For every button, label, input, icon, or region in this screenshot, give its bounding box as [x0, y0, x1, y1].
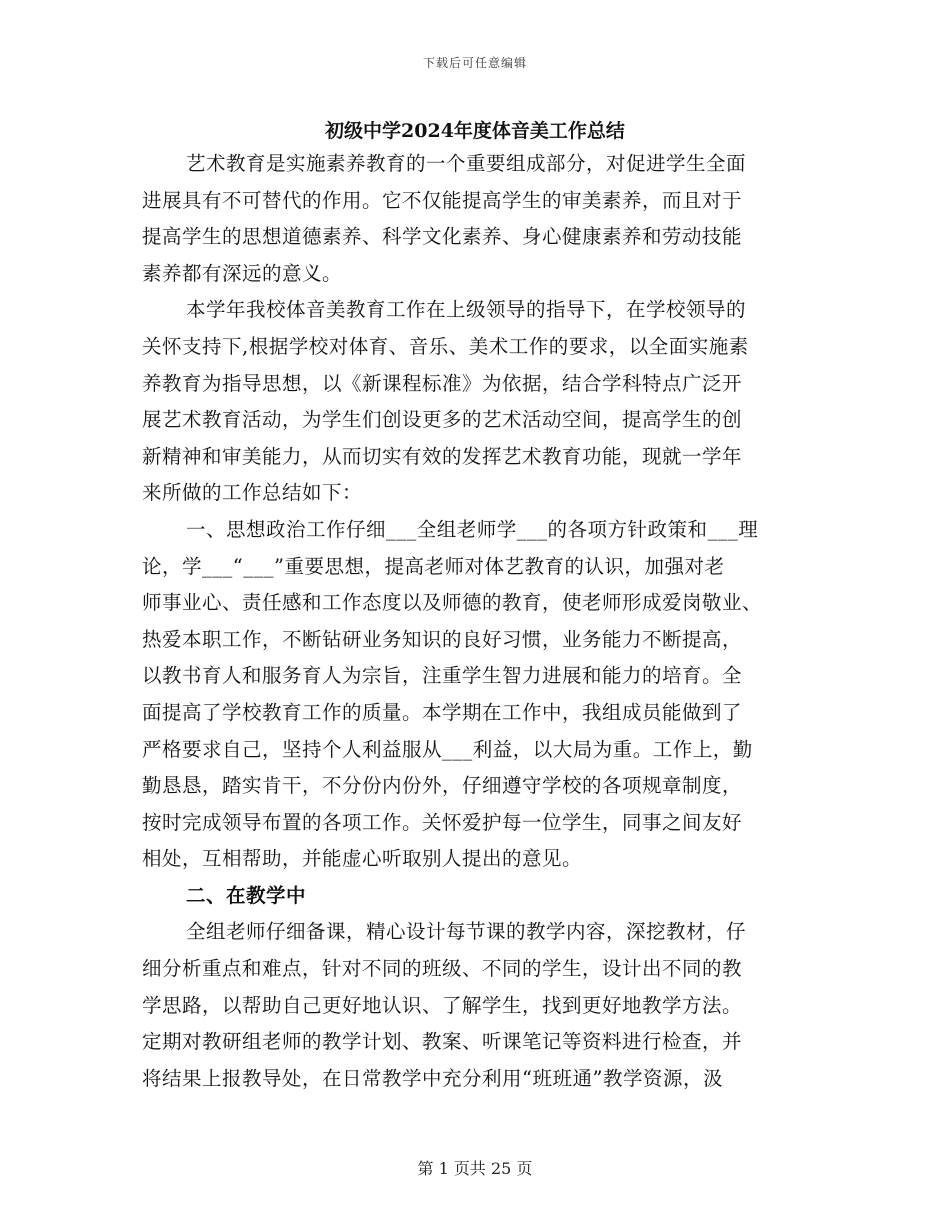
- body-text-line: 本学年我校体音美教育工作在上级领导的指导下，在学校领导的: [186, 298, 747, 322]
- body-text-line: 素养都有深远的意义。: [142, 261, 343, 285]
- document-body: [142, 146, 806, 1097]
- body-text-line: 定期对教研组老师的教学计划、教案、听课笔记等资料进行检查，并: [142, 1030, 743, 1054]
- body-text-line: 勤恳恳，踏实肯干，不分份内份外，仔细遵守学校的各项规章制度，: [142, 774, 743, 798]
- body-text-line: 面提高了学校教育工作的质量。本学期在工作中，我组成员能做到了: [142, 700, 743, 724]
- page-number-footer: 第 1 页共 25 页: [417, 1159, 533, 1178]
- body-text-line: 论，学___“___”重要思想，提高老师对体艺教育的认识，加强对老: [142, 554, 725, 578]
- body-text-line: 关怀支持下,根据学校对体育、音乐、美术工作的要求，以全面实施素: [142, 334, 749, 358]
- body-text-line: 学思路，以帮助自己更好地认识、了解学生，找到更好地教学方法。: [142, 993, 743, 1017]
- body-text-line: 新精神和审美能力，从而切实有效的发挥艺术教育功能，现就一学年: [142, 444, 743, 468]
- body-text-line: 严格要求自己，坚持个人利益服从___利益，以大局为重。工作上，勤: [142, 737, 753, 761]
- body-text-line: 师事业心、责任感和工作态度以及师德的教育，使老师形成爱岗敬业、: [142, 591, 763, 615]
- body-text-line: 艺术教育是实施素养教育的一个重要组成部分，对促进学生全面: [186, 152, 747, 175]
- body-text-line: 将结果上报教导处，在日常教学中充分利用“班班通”教学资源，汲: [142, 1066, 723, 1090]
- body-text-line: 来所做的工作总结如下：: [142, 481, 363, 505]
- page-header-note: 下载后可任意编辑: [422, 56, 527, 70]
- section-heading: 二、在教学中: [186, 883, 307, 907]
- body-text-line: 按时完成领导布置的各项工作。关怀爱护每一位学生，同事之间友好: [142, 810, 743, 834]
- body-text-line: 展艺术教育活动，为学生们创设更多的艺术活动空间，提高学生的创: [142, 408, 743, 432]
- body-text-line: 提高学生的思想道德素养、科学文化素养、身心健康素养和劳动技能: [142, 225, 743, 249]
- body-text-line: 进展具有不可替代的作用。它不仅能提高学生的审美素养，而且对于: [142, 188, 743, 212]
- body-text-line: 热爱本职工作，不断钻研业务知识的良好习惯，业务能力不断提高，: [142, 627, 743, 651]
- body-text-line: 细分析重点和难点，针对不同的班级、不同的学生，设计出不同的教: [142, 957, 743, 981]
- body-text-line: 全组老师仔细备课，精心设计每节课的教学内容，深挖教材，仔: [186, 920, 747, 944]
- document-title: 初级中学2024年度体音美工作总结: [325, 120, 625, 142]
- body-text-line: 相处，互相帮助，并能虚心听取别人提出的意见。: [142, 847, 583, 871]
- body-text-line: 以教书育人和服务育人为宗旨，注重学生智力进展和能力的培育。全: [142, 664, 743, 688]
- body-text-line: 一、思想政治工作仔细___全组老师学___的各项方针政策和___理: [186, 517, 759, 541]
- body-text-line: 养教育为指导思想，以《新课程标准》为依据，结合学科特点广泛开: [142, 371, 743, 395]
